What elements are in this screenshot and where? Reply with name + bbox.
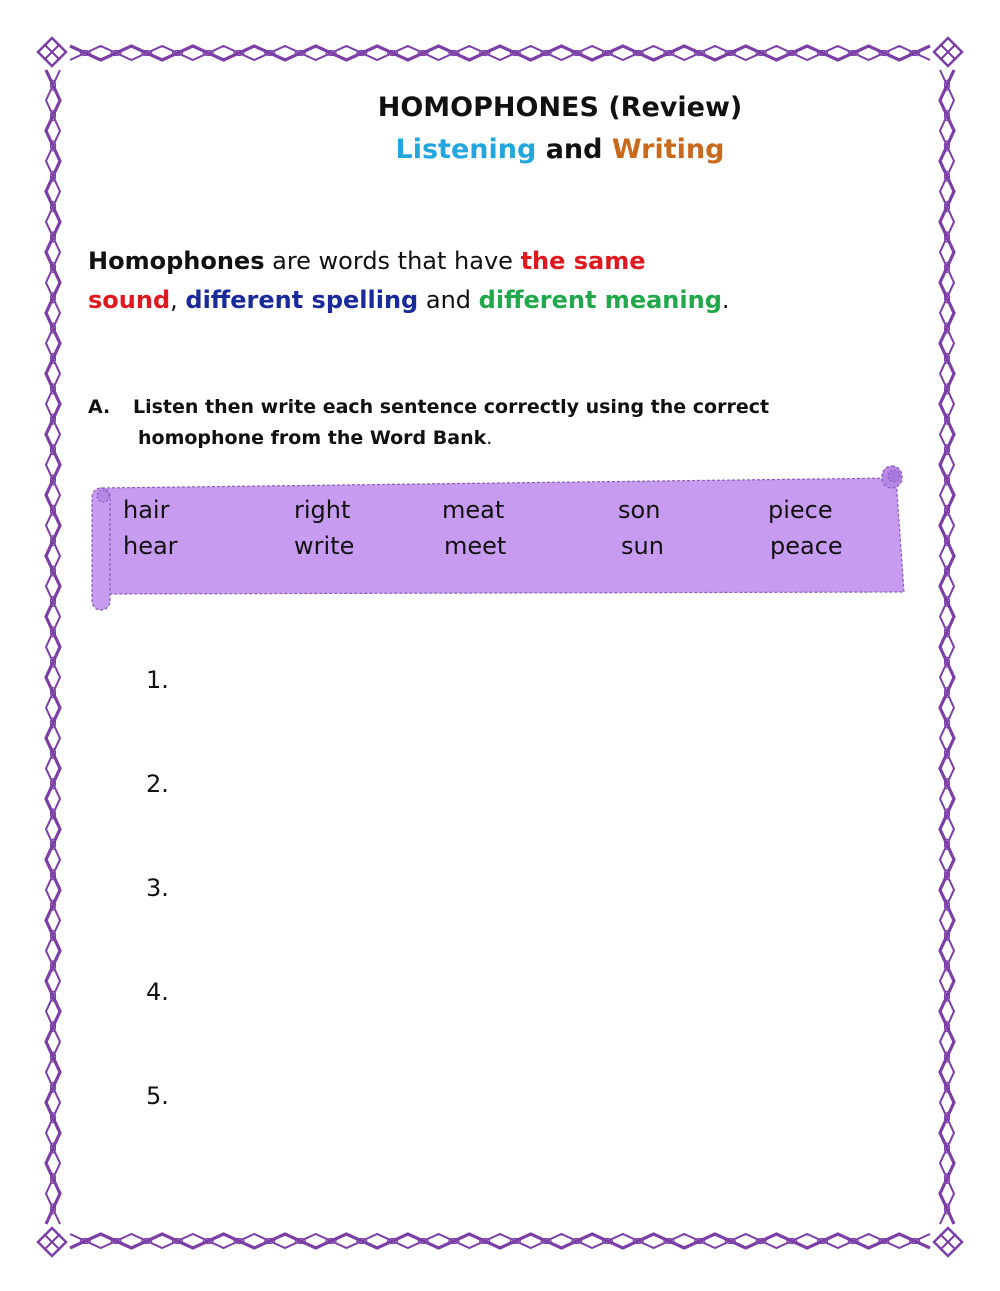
word-bank-word: meat — [442, 496, 505, 524]
instruction-a — [88, 392, 848, 454]
word-bank-word: sun — [621, 532, 664, 560]
item-number: 1. — [146, 666, 169, 694]
word-bank-word: right — [294, 496, 351, 524]
item-number: 2. — [146, 770, 169, 798]
instruction-line-2: homophone from the Word Bank — [138, 427, 487, 449]
word-bank-word: hear — [123, 532, 178, 560]
instruction-line-1: Listen then write each sentence correctly using the correct — [133, 396, 770, 418]
instruction-period: . — [486, 427, 493, 449]
definition-term: Homophones — [88, 247, 265, 275]
definition-text-2: and — [418, 286, 479, 314]
word-bank-word: meet — [444, 532, 507, 560]
word-bank-word: write — [294, 532, 355, 560]
definition-different-spelling: different spelling — [185, 286, 419, 314]
item-number: 5. — [146, 1082, 169, 1110]
subtitle-writing: Writing — [611, 134, 725, 165]
item-number: 4. — [146, 978, 169, 1006]
word-bank-word: hair — [123, 496, 170, 524]
subtitle-listening: Listening — [395, 134, 537, 165]
definition-comma: , — [170, 286, 186, 314]
instruction-letter: A. — [88, 396, 111, 418]
definition-text-1: are words that have — [264, 247, 521, 275]
word-bank-word: piece — [768, 496, 833, 524]
definition-period: . — [721, 286, 730, 314]
page-title: HOMOPHONES (Review) — [377, 92, 743, 123]
definition-same-sound: the same sound — [88, 247, 646, 314]
definition-different-meaning: different meaning — [478, 286, 722, 314]
word-bank-word: peace — [770, 532, 843, 560]
subtitle-and: and — [536, 134, 612, 165]
word-bank-word: son — [618, 496, 661, 524]
item-number: 3. — [146, 874, 169, 902]
homophone-definition — [88, 242, 868, 320]
page-subtitle — [310, 134, 810, 165]
